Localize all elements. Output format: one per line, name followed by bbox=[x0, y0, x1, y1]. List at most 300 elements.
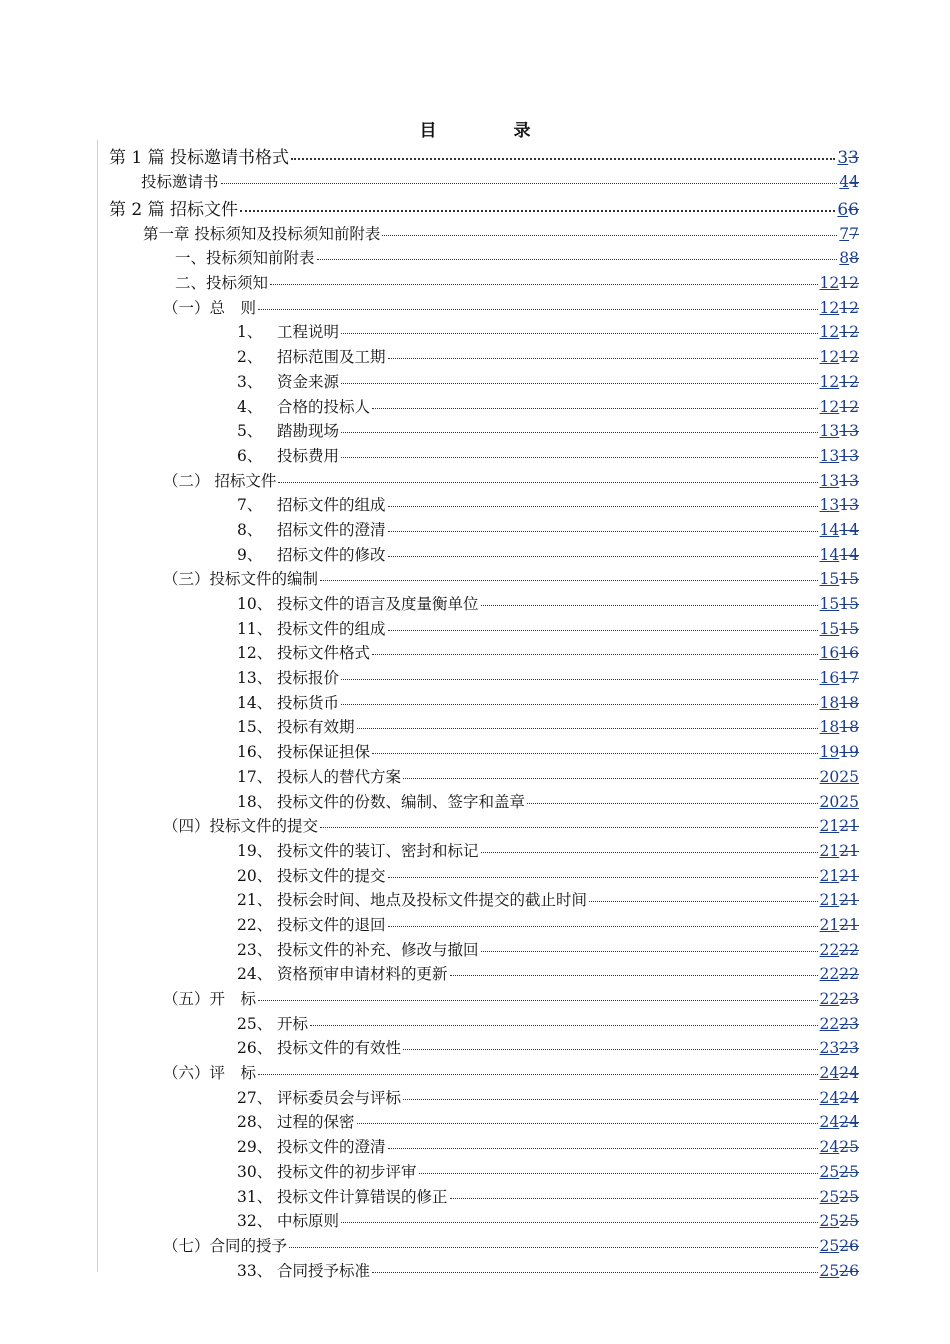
toc-entry-label bbox=[163, 1234, 287, 1256]
dot-leader bbox=[481, 852, 818, 853]
toc-page-link[interactable] bbox=[820, 570, 859, 588]
toc-page-link[interactable] bbox=[820, 472, 859, 490]
toc-entry[interactable] bbox=[0, 1209, 950, 1234]
toc-entry-number: 4、 bbox=[237, 397, 263, 416]
toc-entry[interactable] bbox=[0, 195, 950, 222]
toc-entry-text: 投标货币 bbox=[277, 693, 340, 712]
page-number: 3 bbox=[837, 148, 849, 168]
dot-leader bbox=[291, 158, 835, 160]
toc-entry[interactable] bbox=[0, 296, 950, 321]
deleted-page-number: 12 bbox=[839, 372, 859, 391]
toc-entry[interactable] bbox=[0, 691, 950, 716]
toc-entry-number: 26、 bbox=[237, 1039, 273, 1058]
toc-page-link[interactable] bbox=[820, 595, 859, 613]
dot-leader bbox=[317, 259, 838, 260]
toc-entry-text: 投标报价 bbox=[277, 669, 340, 688]
toc-entry-number: 6、 bbox=[237, 446, 263, 465]
toc-page-link[interactable] bbox=[820, 1212, 859, 1230]
toc-entry-text: （七）合同的授予 bbox=[163, 1236, 288, 1255]
toc-page-link[interactable] bbox=[820, 422, 859, 440]
toc-entry-text: 二、投标须知 bbox=[175, 274, 269, 293]
dot-leader bbox=[258, 1000, 818, 1001]
dot-leader bbox=[320, 580, 818, 581]
toc-page-link[interactable] bbox=[820, 644, 859, 662]
dot-leader bbox=[258, 1074, 818, 1075]
toc-entry-label bbox=[237, 1135, 386, 1157]
toc-entry-label bbox=[237, 518, 386, 540]
toc-entry-number: 24、 bbox=[237, 965, 273, 984]
toc-entry-label bbox=[237, 617, 386, 639]
toc-entry[interactable] bbox=[0, 962, 950, 987]
toc-entry-label bbox=[237, 740, 370, 762]
deleted-page-number: 4 bbox=[849, 173, 859, 191]
toc-entry-text: 投标文件格式 bbox=[277, 644, 371, 663]
toc-entry-number: 23、 bbox=[237, 940, 273, 959]
dot-leader bbox=[341, 383, 818, 384]
toc-entry-number: 8、 bbox=[237, 520, 263, 539]
deleted-page-number: 18 bbox=[839, 718, 859, 737]
toc-entry-text: 一、投标须知前附表 bbox=[175, 249, 315, 268]
toc-entry-number: 33、 bbox=[237, 1261, 273, 1280]
toc-entry-number: 13、 bbox=[237, 669, 273, 688]
toc-entry-text: 第 2 篇 招标文件 bbox=[109, 199, 239, 220]
toc-entry-text: 招标文件的修改 bbox=[277, 545, 386, 564]
toc-entry-text: 投标文件的补充、修改与撤回 bbox=[277, 940, 479, 959]
toc-entry-text: 投标文件的澄清 bbox=[277, 1138, 386, 1157]
deleted-page-number: 23 bbox=[839, 1039, 859, 1058]
deleted-page-number: 15 bbox=[839, 595, 859, 613]
toc-page-link[interactable] bbox=[820, 1237, 859, 1255]
dot-leader bbox=[357, 1123, 818, 1124]
dot-leader bbox=[382, 235, 837, 236]
toc-entry[interactable] bbox=[0, 987, 950, 1012]
page-number: 25 bbox=[819, 1236, 840, 1255]
table-of-contents bbox=[0, 143, 950, 1283]
toc-entry-label bbox=[237, 592, 479, 614]
toc-entry-label bbox=[237, 1086, 401, 1108]
dot-leader bbox=[388, 358, 818, 359]
page-number: 18 bbox=[819, 693, 840, 712]
deleted-page-number: 24 bbox=[839, 1088, 859, 1107]
toc-entry-text: 投标文件的提交 bbox=[277, 866, 386, 885]
toc-entry-label bbox=[237, 765, 401, 787]
toc-entry-text: 投标文件的份数、编制、签字和盖章 bbox=[277, 792, 526, 811]
toc-entry-text: （五）开 标 bbox=[163, 990, 257, 1008]
page-number: 21 bbox=[819, 866, 840, 885]
toc-entry[interactable] bbox=[0, 765, 950, 790]
toc-entry-text: 投标费用 bbox=[277, 446, 340, 465]
dot-leader bbox=[403, 1099, 818, 1100]
toc-page-link[interactable] bbox=[820, 1163, 859, 1181]
toc-entry-text: 资金来源 bbox=[277, 372, 340, 391]
toc-entry[interactable] bbox=[0, 913, 950, 938]
toc-entry-label bbox=[237, 666, 339, 688]
toc-entry-label bbox=[163, 1061, 256, 1083]
toc-entry[interactable] bbox=[0, 715, 950, 740]
toc-entry-label bbox=[237, 938, 479, 960]
deleted-page-number: 13 bbox=[839, 471, 859, 490]
page-number: 7 bbox=[839, 224, 850, 243]
page-number: 12 bbox=[819, 397, 840, 416]
toc-entry[interactable] bbox=[0, 1185, 950, 1210]
dot-leader bbox=[240, 210, 835, 212]
toc-entry[interactable] bbox=[0, 839, 950, 864]
toc-entry-label bbox=[163, 814, 318, 836]
page-number: 16 bbox=[819, 669, 840, 688]
dot-leader bbox=[372, 1272, 818, 1273]
toc-page-link[interactable] bbox=[839, 173, 859, 191]
toc-page-link[interactable] bbox=[820, 842, 859, 860]
page-number: 14 bbox=[819, 545, 840, 564]
toc-page-link[interactable] bbox=[820, 694, 859, 712]
deleted-page-number: 15 bbox=[839, 570, 859, 589]
dot-leader bbox=[450, 975, 818, 976]
dot-leader bbox=[388, 877, 818, 878]
page-number: 15 bbox=[819, 619, 840, 638]
toc-entry[interactable] bbox=[0, 320, 950, 345]
toc-entry-text: 工程说明 bbox=[277, 323, 340, 342]
toc-page-link[interactable] bbox=[839, 249, 859, 267]
toc-entry-text: 合同授予标准 bbox=[277, 1261, 371, 1280]
toc-page-link[interactable] bbox=[820, 496, 859, 514]
page-number: 13 bbox=[819, 471, 840, 490]
deleted-page-number: 23 bbox=[839, 1014, 859, 1033]
page-number: 25 bbox=[819, 1187, 840, 1206]
page-number: 6 bbox=[837, 199, 849, 220]
deleted-page-number: 24 bbox=[839, 1113, 859, 1132]
toc-entry-label bbox=[163, 567, 318, 589]
page-number: 18 bbox=[819, 718, 840, 737]
page-number: 24 bbox=[819, 1088, 840, 1107]
dot-leader bbox=[320, 827, 818, 828]
toc-entry[interactable] bbox=[0, 1234, 950, 1259]
toc-page-link[interactable] bbox=[820, 348, 859, 366]
dot-leader bbox=[372, 654, 818, 655]
toc-entry[interactable] bbox=[0, 740, 950, 765]
toc-entry-number: 2、 bbox=[237, 348, 263, 367]
toc-entry-number: 1、 bbox=[237, 323, 263, 342]
toc-entry[interactable] bbox=[0, 1259, 950, 1284]
page-number: 22 bbox=[819, 1014, 840, 1033]
deleted-page-number: 25 bbox=[839, 1138, 859, 1157]
toc-page-link[interactable] bbox=[820, 1138, 859, 1156]
toc-page-link[interactable] bbox=[820, 620, 859, 638]
toc-entry-number: 3、 bbox=[237, 372, 263, 391]
toc-page-link[interactable] bbox=[820, 965, 859, 983]
toc-entry[interactable] bbox=[0, 493, 950, 518]
toc-entry-text: 评标委员会与评标 bbox=[277, 1088, 402, 1107]
deleted-page-number: 14 bbox=[839, 545, 859, 564]
toc-page-link[interactable] bbox=[820, 1015, 859, 1033]
toc-entry[interactable] bbox=[0, 170, 950, 195]
toc-entry[interactable] bbox=[0, 1036, 950, 1061]
deleted-page-number: 13 bbox=[839, 496, 859, 515]
deleted-page-number: 14 bbox=[839, 520, 859, 539]
deleted-page-number: 21 bbox=[839, 817, 859, 836]
toc-entry-label bbox=[237, 913, 386, 935]
toc-page-link[interactable] bbox=[820, 274, 859, 292]
page-number: 2025 bbox=[819, 792, 859, 811]
page-number: 16 bbox=[819, 644, 840, 663]
deleted-page-number: 26 bbox=[839, 1236, 859, 1255]
dot-leader bbox=[278, 482, 817, 483]
page-number: 12 bbox=[819, 298, 840, 317]
toc-page-link[interactable] bbox=[820, 867, 859, 885]
toc-page-link[interactable] bbox=[820, 373, 859, 391]
toc-entry-label bbox=[237, 1209, 339, 1231]
toc-entry-number: 17、 bbox=[237, 767, 273, 786]
page-number: 25 bbox=[819, 1212, 840, 1231]
deleted-page-number: 23 bbox=[839, 990, 859, 1008]
page-title: 目 录 bbox=[419, 121, 561, 141]
page-number: 22 bbox=[819, 965, 840, 984]
toc-entry[interactable] bbox=[0, 469, 950, 494]
toc-page-link[interactable] bbox=[820, 546, 859, 564]
toc-entry[interactable] bbox=[0, 790, 950, 815]
toc-entry[interactable] bbox=[0, 143, 950, 170]
toc-entry-label bbox=[237, 1012, 308, 1034]
toc-entry-text: 投标文件的有效性 bbox=[277, 1039, 402, 1058]
toc-entry-text: 招标文件的组成 bbox=[277, 496, 386, 515]
dot-leader bbox=[289, 1247, 818, 1248]
toc-entry-label bbox=[237, 839, 479, 861]
deleted-page-number: 7 bbox=[849, 224, 859, 243]
toc-entry-number: 7、 bbox=[237, 496, 263, 515]
deleted-page-number: 15 bbox=[839, 619, 859, 638]
toc-entry[interactable] bbox=[0, 617, 950, 642]
toc-entry[interactable] bbox=[0, 864, 950, 889]
toc-entry[interactable] bbox=[0, 395, 950, 420]
toc-entry-text: 中标原则 bbox=[277, 1212, 340, 1231]
toc-entry-text: （二） 招标文件 bbox=[163, 471, 277, 490]
deleted-page-number: 25 bbox=[839, 1212, 859, 1231]
dot-leader bbox=[403, 778, 818, 779]
toc-entry-label bbox=[237, 419, 339, 441]
toc-entry-number: 31、 bbox=[237, 1187, 273, 1206]
toc-page-link[interactable] bbox=[820, 1113, 859, 1131]
toc-entry[interactable] bbox=[0, 1135, 950, 1160]
toc-page-link[interactable] bbox=[820, 398, 859, 416]
toc-entry[interactable] bbox=[0, 592, 950, 617]
toc-entry-text: 投标文件的退回 bbox=[277, 915, 386, 934]
toc-entry-text: 招标范围及工期 bbox=[277, 348, 386, 367]
toc-entry-number: 5、 bbox=[237, 422, 263, 441]
toc-entry[interactable] bbox=[0, 1160, 950, 1185]
toc-entry-text: （三）投标文件的编制 bbox=[163, 570, 319, 589]
toc-page-link[interactable] bbox=[820, 1039, 859, 1057]
page-number: 21 bbox=[819, 817, 840, 836]
deleted-page-number: 24 bbox=[839, 1064, 859, 1083]
toc-entry-label bbox=[237, 543, 386, 565]
toc-entry-label bbox=[175, 271, 268, 293]
page-number: 25 bbox=[819, 1261, 840, 1280]
deleted-page-number: 18 bbox=[839, 693, 859, 712]
deleted-page-number: 8 bbox=[849, 249, 859, 268]
deleted-page-number: 16 bbox=[839, 644, 859, 663]
page-number: 22 bbox=[819, 990, 840, 1008]
deleted-page-number: 22 bbox=[839, 940, 859, 959]
toc-entry-text: 招标文件的澄清 bbox=[277, 520, 386, 539]
dot-leader bbox=[341, 1222, 818, 1223]
toc-page-link[interactable] bbox=[820, 1188, 859, 1206]
page-number: 22 bbox=[819, 940, 840, 959]
dot-leader bbox=[372, 408, 818, 409]
page-number: 15 bbox=[819, 570, 840, 589]
dot-leader bbox=[589, 901, 818, 902]
toc-entry[interactable] bbox=[0, 938, 950, 963]
toc-entry-label bbox=[109, 195, 238, 220]
toc-entry[interactable] bbox=[0, 567, 950, 592]
toc-page-link[interactable] bbox=[820, 817, 859, 835]
toc-entry[interactable] bbox=[0, 641, 950, 666]
toc-entry[interactable] bbox=[0, 419, 950, 444]
toc-entry-label bbox=[237, 345, 386, 367]
toc-page-link[interactable] bbox=[820, 447, 859, 465]
page-number: 21 bbox=[819, 891, 840, 910]
toc-page-link[interactable] bbox=[820, 1089, 859, 1107]
page-number: 12 bbox=[819, 372, 840, 391]
toc-entry-label bbox=[237, 493, 386, 515]
page-number: 13 bbox=[819, 422, 840, 441]
dot-leader bbox=[372, 753, 818, 754]
toc-entry-text: 投标文件的语言及度量衡单位 bbox=[277, 595, 479, 613]
toc-entry-number: 11、 bbox=[237, 619, 273, 638]
toc-entry-text: 开标 bbox=[277, 1014, 309, 1033]
page-number: 21 bbox=[819, 915, 840, 934]
dot-leader bbox=[388, 926, 818, 927]
toc-entry-label bbox=[163, 469, 276, 491]
toc-page-link[interactable] bbox=[820, 521, 859, 539]
toc-entry[interactable] bbox=[0, 444, 950, 469]
toc-entry[interactable] bbox=[0, 345, 950, 370]
toc-entry-label bbox=[237, 1259, 370, 1281]
toc-entry[interactable] bbox=[0, 1012, 950, 1037]
toc-page-link[interactable] bbox=[820, 891, 859, 909]
toc-entry[interactable] bbox=[0, 666, 950, 691]
deleted-page-number: 12 bbox=[839, 298, 859, 317]
dot-leader bbox=[388, 630, 818, 631]
dot-leader bbox=[403, 1049, 818, 1050]
toc-entry[interactable] bbox=[0, 814, 950, 839]
toc-entry-text: 投标文件的组成 bbox=[277, 619, 386, 638]
toc-entry-label bbox=[237, 888, 587, 910]
toc-entry-number: 10、 bbox=[237, 595, 273, 613]
toc-entry-label bbox=[237, 395, 370, 417]
toc-page-link[interactable] bbox=[839, 225, 859, 243]
toc-page-link[interactable] bbox=[820, 916, 859, 934]
toc-entry-number: 15、 bbox=[237, 718, 273, 737]
deleted-page-number: 13 bbox=[839, 422, 859, 441]
toc-entry-label bbox=[237, 444, 339, 466]
toc-entry-label bbox=[163, 987, 256, 1009]
toc-entry[interactable] bbox=[0, 1086, 950, 1111]
deleted-page-number: 26 bbox=[839, 1261, 859, 1280]
deleted-page-number: 12 bbox=[839, 348, 859, 367]
toc-entry-text: 投标会时间、地点及投标文件提交的截止时间 bbox=[277, 891, 588, 910]
toc-entry[interactable] bbox=[0, 222, 950, 247]
toc-entry-label bbox=[237, 1160, 417, 1182]
toc-page-link[interactable] bbox=[837, 200, 859, 220]
page-number: 2025 bbox=[819, 767, 859, 786]
toc-entry-label bbox=[237, 691, 339, 713]
toc-entry-label bbox=[109, 143, 289, 168]
page-number: 25 bbox=[819, 1162, 840, 1181]
deleted-page-number: 25 bbox=[839, 1187, 859, 1206]
toc-entry-number: 14、 bbox=[237, 693, 273, 712]
deleted-page-number: 21 bbox=[839, 891, 859, 910]
toc-entry[interactable] bbox=[0, 888, 950, 913]
page-number: 12 bbox=[819, 274, 840, 293]
page-number: 12 bbox=[819, 323, 840, 342]
toc-entry-number: 21、 bbox=[237, 891, 273, 910]
page-number: 13 bbox=[819, 496, 840, 515]
toc-entry-number: 20、 bbox=[237, 866, 273, 885]
page-number: 12 bbox=[819, 348, 840, 367]
toc-entry-label bbox=[237, 1185, 448, 1207]
toc-entry-label bbox=[237, 370, 339, 392]
toc-page-link[interactable] bbox=[837, 148, 859, 168]
toc-entry-number: 28、 bbox=[237, 1113, 273, 1132]
toc-page-link[interactable] bbox=[820, 299, 859, 317]
toc-entry-text: 踏勘现场 bbox=[277, 422, 340, 441]
toc-page-link[interactable] bbox=[820, 941, 859, 959]
toc-entry-label bbox=[237, 864, 386, 886]
deleted-page-number: 21 bbox=[839, 915, 859, 934]
dot-leader bbox=[388, 556, 818, 557]
toc-entry[interactable] bbox=[0, 370, 950, 395]
toc-entry-text: 投标邀请书 bbox=[141, 173, 219, 191]
toc-page-link[interactable] bbox=[820, 990, 859, 1008]
toc-entry[interactable] bbox=[0, 246, 950, 271]
deleted-page-number: 12 bbox=[839, 397, 859, 416]
dot-leader bbox=[450, 1198, 818, 1199]
toc-entry[interactable] bbox=[0, 271, 950, 296]
toc-entry-text: 投标保证担保 bbox=[277, 743, 371, 762]
dot-leader bbox=[357, 728, 818, 729]
toc-page-link[interactable] bbox=[820, 768, 859, 786]
toc-page-link[interactable] bbox=[820, 1262, 859, 1280]
dot-leader bbox=[221, 183, 838, 184]
dot-leader bbox=[270, 284, 818, 285]
toc-page-link[interactable] bbox=[820, 323, 859, 341]
toc-entry[interactable] bbox=[0, 518, 950, 543]
toc-entry[interactable] bbox=[0, 1110, 950, 1135]
toc-page-link[interactable] bbox=[820, 743, 859, 761]
deleted-page-number: 6 bbox=[848, 199, 859, 220]
page-number: 24 bbox=[819, 1064, 840, 1083]
page-number: 4 bbox=[839, 173, 850, 191]
dot-leader bbox=[341, 333, 818, 334]
toc-page-link[interactable] bbox=[820, 669, 859, 687]
page-number: 8 bbox=[839, 249, 850, 268]
deleted-page-number: 3 bbox=[848, 148, 859, 168]
toc-entry-label bbox=[237, 641, 370, 663]
toc-entry[interactable] bbox=[0, 1061, 950, 1086]
toc-page-link[interactable] bbox=[820, 718, 859, 736]
toc-page-link[interactable] bbox=[820, 1064, 859, 1082]
toc-entry[interactable] bbox=[0, 543, 950, 568]
page-number: 23 bbox=[819, 1039, 840, 1058]
deleted-page-number: 12 bbox=[839, 323, 859, 342]
toc-entry-text: 投标文件计算错误的修正 bbox=[277, 1187, 448, 1206]
deleted-page-number: 21 bbox=[839, 841, 859, 860]
toc-entry-number: 25、 bbox=[237, 1014, 273, 1033]
toc-page-link[interactable] bbox=[820, 793, 859, 811]
dot-leader bbox=[388, 531, 818, 532]
toc-entry-label bbox=[237, 1036, 401, 1058]
toc-entry-number: 16、 bbox=[237, 743, 273, 762]
toc-entry-text: 投标文件的装订、密封和标记 bbox=[277, 841, 479, 860]
